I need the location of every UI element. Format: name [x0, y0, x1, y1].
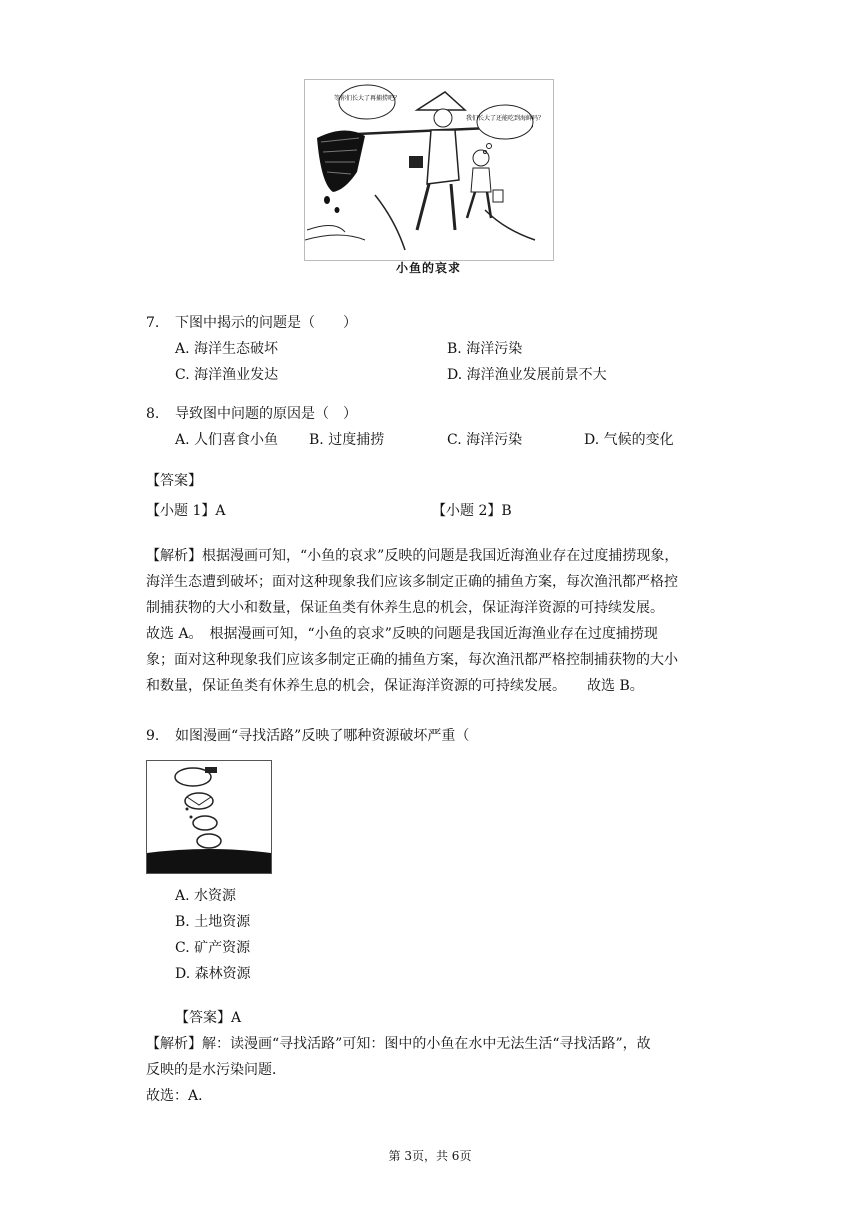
q9-option-a: A. 水资源: [175, 888, 237, 904]
analysis-line-2: 海洋生态遭到破坏；面对这种现象我们应该多制定正确的捕鱼方案，每次渔汛都严格控: [146, 574, 678, 590]
q8-option-d: D. 气候的变化: [584, 432, 674, 448]
q9-analysis-line-2: 反映的是水污染问题．: [146, 1062, 286, 1078]
q7-option-d: D. 海洋渔业发展前景不大: [447, 367, 607, 383]
q8-option-a: A. 人们喜食小鱼: [175, 432, 279, 448]
q7-number: 7.: [146, 315, 160, 331]
q9-stem: 如图漫画“寻找活路”反映了哪种资源破坏严重（: [175, 728, 470, 744]
bubble-child-text: 我们长大了还能吃到海鲜吗？: [465, 115, 545, 122]
q9-analysis-line-3: 故选：A．: [146, 1088, 213, 1104]
q7-option-c: C. 海洋渔业发达: [175, 367, 279, 383]
answer-sub1: 【小题 1】A: [146, 503, 226, 519]
q9-number: 9.: [146, 728, 160, 744]
analysis-line-5: 象；面对这种现象我们应该多制定正确的捕鱼方案，每次渔汛都严格控制捕获物的大小: [146, 652, 678, 668]
q7-option-a: A. 海洋生态破坏: [175, 341, 279, 357]
q9-answer: 【答案】A: [175, 1010, 242, 1026]
cartoon-little-fish-plea: [304, 79, 554, 261]
q7-option-b: B. 海洋污染: [447, 341, 523, 357]
q9-option-d: D. 森林资源: [175, 966, 251, 982]
figure1-caption: 小鱼的哀求: [396, 261, 462, 275]
analysis-line-6: 和数量，保证鱼类有休养生息的机会，保证海洋资源的可持续发展。 故选 B。: [146, 678, 644, 694]
cartoon-seeking-way-out: [146, 760, 272, 874]
q9-option-b: B. 土地资源: [175, 914, 251, 930]
analysis-line-4: 故选 A。 根据漫画可知，“小鱼的哀求”反映的问题是我国近海渔业存在过度捕捞现: [146, 626, 658, 642]
q9-option-c: C. 矿产资源: [175, 940, 251, 956]
analysis-text-1: 根据漫画可知，“小鱼的哀求”反映的问题是我国近海渔业存在过度捕捞现象，: [202, 548, 679, 564]
analysis-line-1: [146, 543, 678, 569]
q9-analysis-line-1: 【解析】解：读漫画“寻找活路”可知：图中的小鱼在水中无法生活“寻找活路”，故: [146, 1036, 651, 1052]
bubble-adult-text: 等你们长大了再捕捞吧？: [333, 95, 401, 102]
q8-number: 8.: [146, 406, 160, 422]
page-footer: 第 3页，共 6页: [388, 1149, 472, 1163]
q8-option-c: C. 海洋污染: [447, 432, 523, 448]
q7-stem: 下图中揭示的问题是（ ）: [175, 315, 357, 331]
analysis-label: 【解析】: [146, 548, 202, 564]
q8-option-b: B. 过度捕捞: [309, 432, 385, 448]
analysis-line-3: 制捕获物的大小和数量，保证鱼类有休养生息的机会，保证海洋资源的可持续发展。: [146, 600, 664, 616]
answer-sub2: 【小题 2】B: [432, 503, 512, 519]
answer-heading: 【答案】: [146, 473, 202, 489]
q8-stem: 导致图中问题的原因是（ ）: [175, 406, 357, 422]
